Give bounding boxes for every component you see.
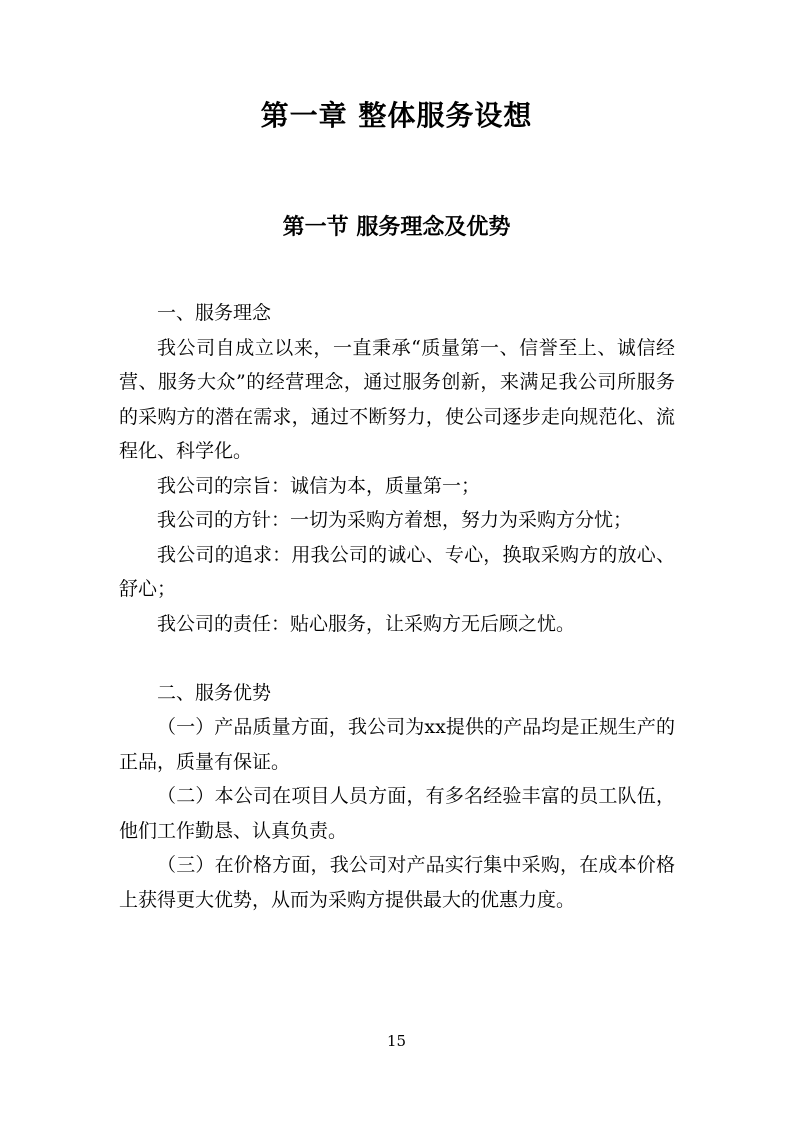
paragraph: （三）在价格方面，我公司对产品实行集中采购，在成本价格上获得更大优势，从而为采购方提供最大的优惠力度。 [119, 854, 675, 911]
subheading-service-advantages: 二、服务优势 [157, 681, 272, 704]
paragraph: （二）本公司在项目人员方面，有多名经验丰富的员工队伍，他们工作勤恳、认真负责。 [119, 785, 675, 842]
paragraph: 我公司的方针：一切为采购方着想，努力为采购方分忧； [157, 509, 633, 531]
paragraph: 我公司的宗旨：诚信为本，质量第一； [157, 474, 481, 497]
page-number: 15 [386, 1032, 407, 1050]
chapter-title: 第一章 整体服务设想 [260, 99, 533, 132]
section-title: 第一节 服务理念及优势 [282, 215, 511, 240]
paragraph: 我公司自成立以来，一直秉承“质量第一、信誉至上、诚信经营、服务大众”的经营理念，通过服务创新，来满足我公司所服务的采购方的潜在需求，通过不断努力，使公司逐步走向规范化、流程化、科学化。 [119, 336, 675, 462]
paragraph: 我公司的追求：用我公司的诚心、专心，换取采购方的放心、舒心； [119, 543, 675, 600]
subheading-service-philosophy: 一、服务理念 [157, 302, 272, 324]
body-text [119, 296, 675, 917]
paragraph: 我公司的责任：贴心服务，让采购方无后顾之忧。 [157, 612, 576, 635]
paragraph: （一）产品质量方面，我公司为xx提供的产品均是正规生产的正品，质量有保证。 [119, 716, 675, 773]
